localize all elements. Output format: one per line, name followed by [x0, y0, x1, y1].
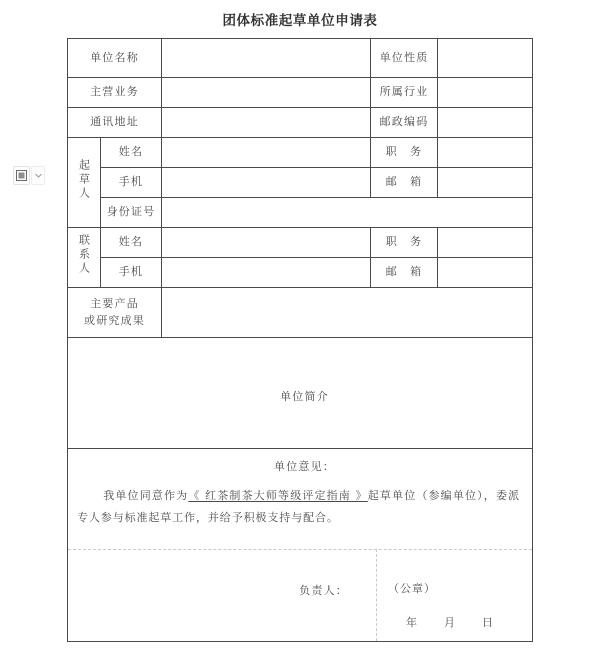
table-row [68, 228, 533, 258]
field-drafter-position[interactable] [438, 138, 533, 168]
field-main-products[interactable] [162, 288, 533, 338]
official-stamp-label: （公章） [388, 582, 436, 595]
label-drafter-id: 身份证号 [101, 198, 162, 228]
field-unit-profile[interactable] [68, 338, 533, 449]
field-contact-email[interactable] [438, 258, 533, 288]
label-contact-mobile: 手机 [101, 258, 162, 288]
chevron-down-icon[interactable] [31, 166, 45, 185]
table-row [68, 288, 533, 338]
field-drafter-mobile[interactable] [162, 168, 371, 198]
responsible-person-label: 负责人： [299, 584, 348, 597]
opinion-title: 单位意见： [274, 460, 335, 473]
label-main-products-line2: 或研究成果 [84, 313, 145, 327]
table-row [68, 78, 533, 108]
table-row [68, 138, 533, 168]
label-drafter-group [68, 138, 101, 228]
field-drafter-email[interactable] [438, 168, 533, 198]
label-drafter-email: 邮 箱 [371, 168, 438, 198]
opinion-body-suffix: 起草单位（参编单位），委派专人参与标准起草工作，并给予积极支持与配合。 [77, 488, 520, 524]
label-contact-name: 姓名 [101, 228, 162, 258]
table-row [68, 258, 533, 288]
object-anchor-widget[interactable] [13, 166, 45, 184]
field-unit-nature[interactable] [438, 39, 533, 78]
label-contact-group [68, 228, 101, 288]
table-row [68, 39, 533, 78]
label-drafter-group-text: 起草人 [77, 158, 91, 201]
opinion-standard-name: 《 红茶制茶大师等级评定指南 》 [188, 488, 368, 502]
signature-divider-horizontal [68, 549, 532, 550]
date-month-label: 月 [444, 616, 456, 629]
page-title: 团体标准起草单位申请表 [222, 13, 378, 29]
label-main-products [68, 288, 162, 338]
label-unit-profile: 单位简介 [280, 390, 329, 404]
label-contact-position: 职 务 [371, 228, 438, 258]
table-row [68, 449, 533, 642]
field-postcode[interactable] [438, 108, 533, 138]
label-contact-group-text: 联系人 [77, 233, 91, 276]
signature-section [68, 549, 532, 641]
label-main-business: 主营业务 [68, 78, 162, 108]
field-drafter-name[interactable] [162, 138, 371, 168]
table-row [68, 168, 533, 198]
field-address[interactable] [162, 108, 371, 138]
field-industry[interactable] [438, 78, 533, 108]
date-day-label: 日 [482, 616, 494, 629]
label-industry: 所属行业 [371, 78, 438, 108]
label-contact-email: 邮 箱 [371, 258, 438, 288]
signature-divider-vertical [376, 549, 377, 641]
field-contact-mobile[interactable] [162, 258, 371, 288]
field-unit-name[interactable] [162, 39, 371, 78]
opinion-section [68, 449, 533, 642]
label-unit-nature: 单位性质 [371, 39, 438, 78]
image-layout-icon[interactable] [13, 166, 30, 185]
label-unit-name: 单位名称 [68, 39, 162, 78]
label-address: 通讯地址 [68, 108, 162, 138]
signature-date [406, 615, 494, 632]
field-main-business[interactable] [162, 78, 371, 108]
opinion-body [68, 476, 532, 529]
label-drafter-position: 职 务 [371, 138, 438, 168]
table-row [68, 198, 533, 228]
label-drafter-mobile: 手机 [101, 168, 162, 198]
label-main-products-line1: 主要产品 [90, 297, 139, 310]
field-contact-name[interactable] [162, 228, 371, 258]
field-contact-position[interactable] [438, 228, 533, 258]
table-row [68, 338, 533, 449]
opinion-body-prefix: 我单位同意作为 [103, 488, 189, 502]
label-postcode: 邮政编码 [371, 108, 438, 138]
label-drafter-name: 姓名 [101, 138, 162, 168]
date-year-label: 年 [406, 616, 418, 629]
field-drafter-id[interactable] [162, 198, 533, 228]
application-form-table [67, 38, 533, 642]
table-row [68, 108, 533, 138]
